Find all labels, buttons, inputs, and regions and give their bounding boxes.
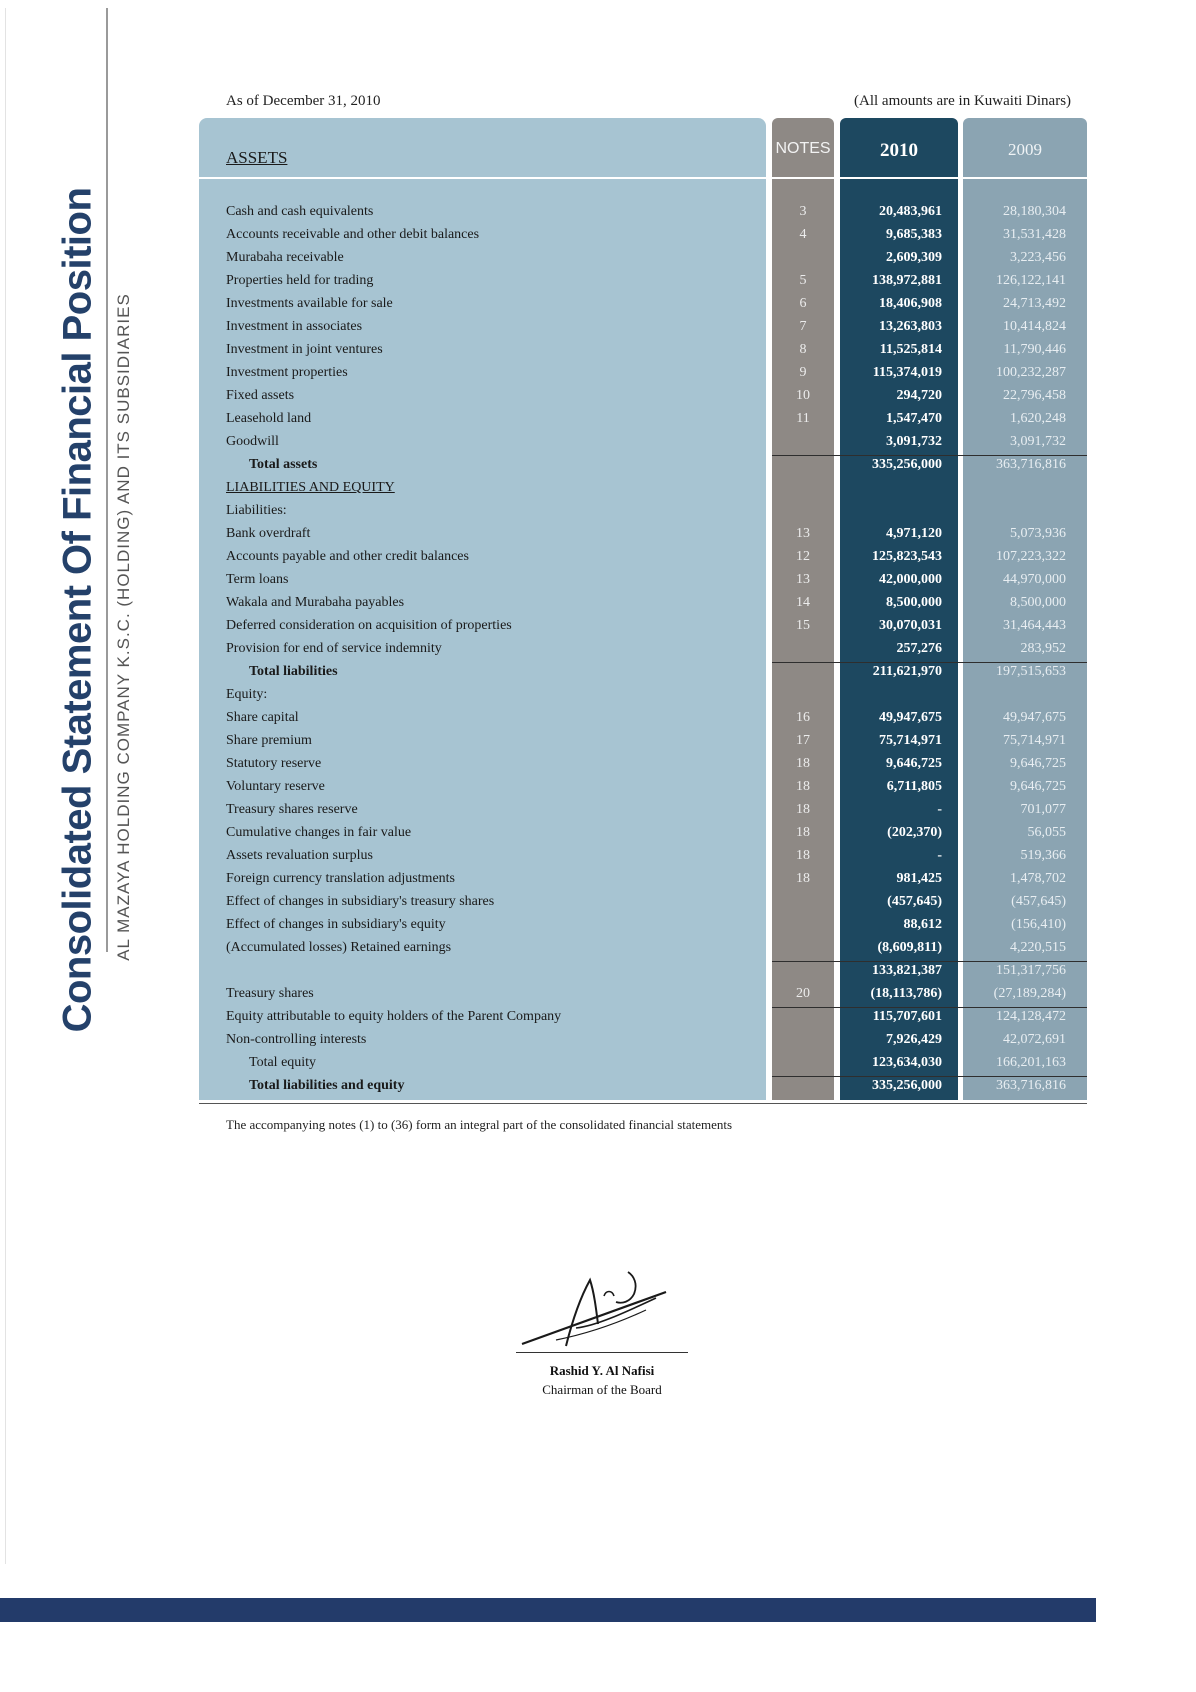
row-value-2009: 44,970,000: [1003, 572, 1066, 587]
row-note: 18: [796, 871, 810, 886]
row-value-2010: -: [937, 848, 942, 863]
row-label: Investment properties: [226, 365, 348, 380]
row-label: Equity:: [226, 687, 268, 702]
table-row: [0, 800, 1196, 823]
row-note: 5: [799, 273, 807, 288]
row-value-2010: 115,707,601: [872, 1009, 942, 1024]
row-label: LIABILITIES AND EQUITY: [226, 480, 395, 495]
table-row: [0, 869, 1196, 892]
row-note: 14: [796, 595, 810, 610]
row-label: Term loans: [226, 572, 289, 587]
row-value-2009: 166,201,163: [996, 1055, 1066, 1070]
row-value-2009: 3,223,456: [1010, 250, 1066, 265]
row-value-2009: 100,232,287: [996, 365, 1066, 380]
table-row: [0, 823, 1196, 846]
table-row: [0, 1007, 1196, 1030]
row-label: Assets revaluation surplus: [226, 848, 373, 863]
row-value-2010: (18,113,786): [870, 986, 942, 1001]
row-value-2010: 18,406,908: [879, 296, 942, 311]
row-label: Cash and cash equivalents: [226, 204, 374, 219]
row-value-2010: 1,547,470: [886, 411, 942, 426]
row-value-2009: 28,180,304: [1003, 204, 1066, 219]
row-label: Non-controlling interests: [226, 1032, 367, 1047]
row-value-2009: (457,645): [1011, 894, 1066, 909]
row-value-2009: 75,714,971: [1003, 733, 1066, 748]
row-value-2010: (202,370): [887, 825, 942, 840]
row-value-2010: 20,483,961: [879, 204, 942, 219]
table-row: [0, 478, 1196, 501]
row-value-2010: 4,971,120: [886, 526, 942, 541]
row-note: 18: [796, 756, 810, 771]
table-row: [0, 501, 1196, 524]
notes-heading: NOTES: [775, 140, 831, 157]
table-row: [0, 524, 1196, 547]
statement-title: Consolidated Statement Of Financial Position: [55, 187, 100, 1033]
table-row: [0, 938, 1196, 961]
statement-table: [0, 202, 1196, 1099]
row-note: 13: [796, 572, 810, 587]
row-label: Equity attributable to equity holders of the Parent Company: [226, 1009, 562, 1024]
table-row: [0, 202, 1196, 225]
row-value-2009: 363,716,816: [996, 457, 1066, 472]
row-note: 13: [796, 526, 810, 541]
row-value-2010: 2,609,309: [886, 250, 942, 265]
row-value-2009: 1,478,702: [1010, 871, 1066, 886]
row-note: 18: [796, 825, 810, 840]
row-value-2010: (457,645): [887, 894, 942, 909]
table-row: [0, 731, 1196, 754]
row-value-2009: (156,410): [1011, 917, 1066, 932]
row-note: 15: [796, 618, 810, 633]
table-row: [0, 570, 1196, 593]
row-note: 10: [796, 388, 810, 403]
row-label: Total equity: [249, 1055, 317, 1070]
row-label: Investment in joint ventures: [226, 342, 383, 357]
row-label: Effect of changes in subsidiary's treasury shares: [226, 894, 495, 909]
row-value-2010: 123,634,030: [872, 1055, 942, 1070]
row-label: Total liabilities and equity: [249, 1078, 405, 1093]
row-value-2009: 3,091,732: [1010, 434, 1066, 449]
row-value-2009: 9,646,725: [1010, 779, 1066, 794]
table-bottom-rule: [199, 1103, 1087, 1104]
signature-line: [516, 1352, 688, 1353]
row-value-2009: 10,414,824: [1003, 319, 1066, 334]
row-label: Statutory reserve: [226, 756, 322, 771]
row-value-2009: 363,716,816: [996, 1078, 1066, 1093]
footnote: The accompanying notes (1) to (36) form an integral part of the consolidated financial statements: [226, 1117, 733, 1132]
header-separator: [199, 177, 1087, 179]
table-row: [0, 685, 1196, 708]
row-label: (Accumulated losses) Retained earnings: [226, 940, 452, 955]
row-value-2009: 151,317,756: [996, 963, 1066, 978]
company-name: AL MAZAYA HOLDING COMPANY K.S.C. (HOLDING) AND ITS SUBSIDIARIES: [114, 293, 133, 961]
signatory-name: Rashid Y. Al Nafisi: [549, 1363, 655, 1378]
row-note: 18: [796, 779, 810, 794]
row-value-2009: 701,077: [1020, 802, 1066, 817]
row-value-2009: 31,531,428: [1003, 227, 1066, 242]
table-row: [0, 409, 1196, 432]
row-label: Accounts receivable and other debit balances: [226, 227, 480, 242]
row-label: Provision for end of service indemnity: [226, 641, 442, 656]
row-note: 11: [796, 411, 810, 426]
row-value-2010: 981,425: [896, 871, 942, 886]
row-value-2009: 107,223,322: [996, 549, 1066, 564]
row-label: Fixed assets: [226, 388, 295, 403]
table-row: [0, 294, 1196, 317]
row-value-2009: 124,128,472: [996, 1009, 1066, 1024]
row-value-2010: 133,821,387: [872, 963, 942, 978]
row-value-2010: 257,276: [896, 641, 942, 656]
row-value-2010: 335,256,000: [872, 457, 942, 472]
row-value-2009: 9,646,725: [1010, 756, 1066, 771]
row-value-2010: 211,621,970: [872, 664, 942, 679]
row-value-2010: 6,711,805: [886, 779, 942, 794]
row-value-2010: 138,972,881: [872, 273, 942, 288]
table-row: [0, 961, 1196, 984]
row-value-2009: 31,464,443: [1003, 618, 1066, 633]
row-value-2010: 42,000,000: [879, 572, 942, 587]
row-value-2009: 56,055: [1027, 825, 1066, 840]
currency-note: (All amounts are in Kuwaiti Dinars): [854, 93, 1072, 109]
row-value-2009: 42,072,691: [1003, 1032, 1066, 1047]
table-row: [0, 225, 1196, 248]
row-value-2009: 126,122,141: [996, 273, 1066, 288]
row-value-2010: 88,612: [903, 917, 942, 932]
row-value-2010: 9,685,383: [886, 227, 942, 242]
row-label: Cumulative changes in fair value: [226, 825, 412, 840]
row-value-2009: 1,620,248: [1010, 411, 1066, 426]
row-label: Total assets: [249, 457, 318, 472]
footer-bar: [0, 1598, 1096, 1622]
row-label: Murabaha receivable: [226, 250, 344, 265]
statement-date: As of December 31, 2010: [226, 93, 381, 109]
signature-image: [516, 1262, 686, 1352]
table-row: [0, 915, 1196, 938]
row-label: Investments available for sale: [226, 296, 393, 311]
row-note: 8: [799, 342, 807, 357]
row-note: 20: [796, 986, 810, 1001]
row-label: Bank overdraft: [226, 526, 311, 541]
row-note: 7: [799, 319, 807, 334]
row-note: 4: [799, 227, 807, 242]
row-value-2010: 7,926,429: [886, 1032, 942, 1047]
row-note: 18: [796, 802, 810, 817]
row-note: 12: [796, 549, 810, 564]
row-value-2010: 75,714,971: [879, 733, 942, 748]
row-label: Foreign currency translation adjustments: [226, 871, 455, 886]
row-label: Leasehold land: [226, 411, 312, 426]
table-row: [0, 386, 1196, 409]
row-value-2009: 519,366: [1020, 848, 1066, 863]
row-value-2010: 8,500,000: [886, 595, 942, 610]
row-value-2009: 22,796,458: [1003, 388, 1066, 403]
table-row: [0, 317, 1196, 340]
signatory-title: Chairman of the Board: [542, 1382, 662, 1397]
row-note: 6: [799, 296, 807, 311]
row-value-2009: 5,073,936: [1010, 526, 1066, 541]
table-row: [0, 892, 1196, 915]
row-label: Goodwill: [226, 434, 279, 449]
table-row: [0, 432, 1196, 455]
row-value-2009: 283,952: [1020, 641, 1066, 656]
row-value-2010: 294,720: [896, 388, 942, 403]
table-row: [0, 1030, 1196, 1053]
table-row: [0, 708, 1196, 731]
table-row: [0, 662, 1196, 685]
table-row: [0, 363, 1196, 386]
table-row: [0, 639, 1196, 662]
assets-heading: ASSETS: [226, 148, 288, 167]
row-label: Liabilities:: [226, 503, 287, 518]
row-value-2010: 3,091,732: [886, 434, 942, 449]
row-label: Properties held for trading: [226, 273, 374, 288]
row-note: 3: [799, 204, 807, 219]
row-value-2010: 11,525,814: [879, 342, 942, 357]
row-note: 18: [796, 848, 810, 863]
row-label: Deferred consideration on acquisition of properties: [226, 618, 512, 633]
row-value-2010: 335,256,000: [872, 1078, 942, 1093]
year-2010-heading: 2010: [880, 140, 918, 161]
table-row: [0, 455, 1196, 478]
row-label: Investment in associates: [226, 319, 363, 334]
row-value-2010: (8,609,811): [877, 940, 942, 955]
table-row: [0, 271, 1196, 294]
row-note: 17: [796, 733, 810, 748]
row-value-2010: 13,263,803: [879, 319, 942, 334]
row-value-2010: -: [937, 802, 942, 817]
row-label: Treasury shares reserve: [226, 802, 358, 817]
row-value-2010: 115,374,019: [872, 365, 942, 380]
row-label: Treasury shares: [226, 986, 314, 1001]
table-row: [0, 616, 1196, 639]
table-row: [0, 984, 1196, 1007]
row-value-2010: 125,823,543: [872, 549, 942, 564]
table-row: [0, 777, 1196, 800]
table-row: [0, 1076, 1196, 1099]
table-row: [0, 547, 1196, 570]
row-label: Voluntary reserve: [226, 779, 325, 794]
row-value-2009: (27,189,284): [993, 986, 1066, 1001]
row-label: Effect of changes in subsidiary's equity: [226, 917, 446, 932]
row-label: Share capital: [226, 710, 299, 725]
row-value-2009: 8,500,000: [1010, 595, 1066, 610]
row-value-2010: 9,646,725: [886, 756, 942, 771]
row-value-2009: 11,790,446: [1003, 342, 1066, 357]
row-value-2009: 49,947,675: [1003, 710, 1066, 725]
row-value-2010: 30,070,031: [879, 618, 942, 633]
table-row: [0, 1053, 1196, 1076]
row-value-2009: 24,713,492: [1003, 296, 1066, 311]
row-value-2009: 197,515,653: [996, 664, 1066, 679]
table-row: [0, 248, 1196, 271]
table-row: [0, 754, 1196, 777]
row-value-2009: 4,220,515: [1010, 940, 1066, 955]
row-value-2010: 49,947,675: [879, 710, 942, 725]
table-row: [0, 593, 1196, 616]
row-label: Wakala and Murabaha payables: [226, 595, 405, 610]
row-label: Share premium: [226, 733, 312, 748]
year-2009-heading: 2009: [1008, 140, 1042, 159]
row-note: 16: [796, 710, 810, 725]
row-label: Accounts payable and other credit balances: [226, 549, 469, 564]
table-row: [0, 340, 1196, 363]
table-row: [0, 846, 1196, 869]
row-label: Total liabilities: [249, 664, 338, 679]
row-note: 9: [799, 365, 807, 380]
